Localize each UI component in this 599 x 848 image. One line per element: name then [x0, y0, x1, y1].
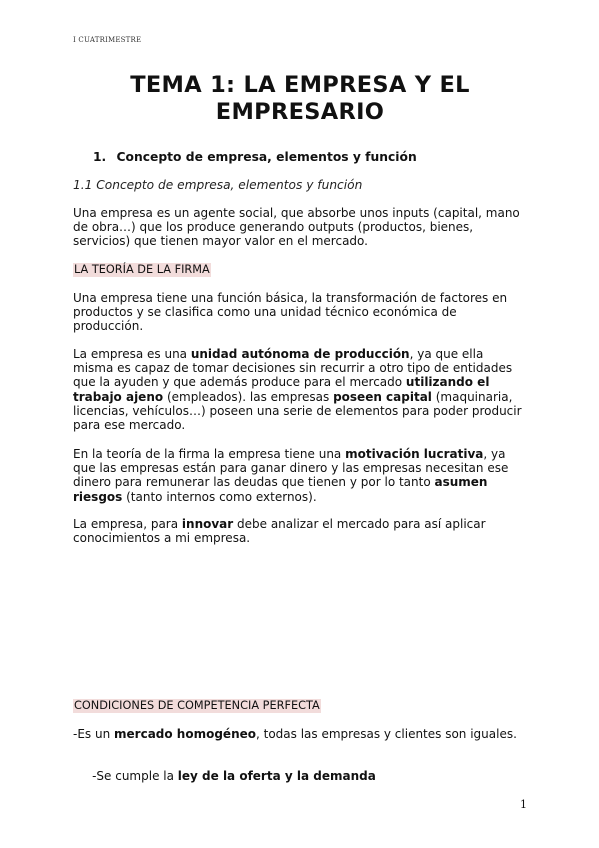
- bold-text: riesgos: [73, 489, 123, 504]
- unidad-paragraph: [73, 347, 533, 432]
- subsection-heading: 1.1 Concepto de empresa, elementos y función: [73, 178, 363, 192]
- motivacion-line: [73, 447, 533, 461]
- bold-text: mercado homogéneo: [114, 727, 256, 741]
- unidad-line: [73, 347, 533, 361]
- bold-text: utilizando el: [405, 375, 490, 390]
- unidad-line: licencias, vehículos…) poseen una serie de elementos para poder producir: [73, 403, 522, 418]
- highlighted-heading-teoria-firma: LA TEORÍA DE LA FIRMA: [74, 263, 210, 276]
- bold-text: ley de la oferta y la demanda: [177, 769, 376, 784]
- unidad-line: para ese mercado.: [73, 418, 186, 433]
- text: (empleados). las empresas: [163, 389, 334, 404]
- firma-line: Una empresa tiene una función básica, la transformación de factores en: [73, 291, 508, 305]
- intro-line: Una empresa es un agente social, que absorbe unos inputs (capital, mano: [73, 206, 520, 220]
- text: (tanto internos como externos).: [122, 489, 317, 504]
- bold-text: unidad autónoma de producción: [190, 347, 410, 361]
- text: -Es un: [73, 727, 115, 741]
- text: , todas las empresas y clientes son iguales.: [256, 727, 517, 741]
- intro-line: de obra…) que los produce generando outputs (productos, bienes,: [73, 220, 474, 235]
- intro-line: servicios) que tienen mayor valor en el mercado.: [73, 234, 368, 249]
- firma-paragraph: [73, 291, 533, 334]
- intro-paragraph: [73, 206, 533, 249]
- text: -Se cumple la: [88, 769, 178, 784]
- page-header: I CUATRIMESTRE: [73, 36, 142, 44]
- highlighted-heading-competencia-perfecta: CONDICIONES DE COMPETENCIA PERFECTA: [74, 699, 320, 712]
- condition-line-1: [73, 727, 543, 741]
- bold-text: asumen: [434, 475, 488, 490]
- bold-text: trabajo ajeno: [73, 389, 164, 404]
- text: , ya: [483, 447, 506, 461]
- unidad-line: [73, 390, 533, 404]
- motivacion-line: [73, 490, 533, 504]
- motivacion-line: [73, 475, 533, 489]
- text: que la ayuden y que además produce para el mercado: [73, 375, 406, 390]
- text: La empresa es una: [73, 347, 191, 361]
- motivacion-line: que las empresas están para ganar dinero y las empresas necesitan ese: [73, 461, 509, 476]
- condition-line-2: [73, 755, 533, 798]
- firma-line: producción.: [73, 319, 144, 334]
- motivacion-paragraph: [73, 447, 533, 504]
- section-number: 1.: [93, 150, 107, 164]
- section-heading-text: Concepto de empresa, elementos y función: [116, 150, 417, 164]
- text: , ya que ella: [409, 347, 484, 361]
- unidad-line: misma es capaz de tomar decisiones sin recurrir a otro tipo de entidades: [73, 361, 513, 376]
- innovar-line: [73, 517, 533, 531]
- title-line-2: EMPRESARIO: [215, 99, 385, 125]
- page-title: [60, 72, 540, 126]
- unidad-line: [73, 375, 533, 389]
- text: debe analizar el mercado para así aplicar: [233, 517, 486, 531]
- innovar-paragraph: [73, 517, 533, 545]
- firma-line: productos y se clasifica como una unidad técnico económica de: [73, 305, 457, 320]
- bold-text: innovar: [181, 517, 234, 531]
- section-heading: [93, 150, 417, 164]
- text: La empresa, para: [73, 517, 182, 531]
- title-line-1: TEMA 1: LA EMPRESA Y EL: [130, 72, 470, 98]
- page-number: 1: [520, 798, 527, 811]
- text: dinero para remunerar las deudas que tienen y por lo tanto: [73, 475, 435, 490]
- bold-text: motivación lucrativa: [345, 447, 484, 461]
- bold-text: poseen capital: [333, 389, 432, 404]
- innovar-line: conocimientos a mi empresa.: [73, 531, 251, 546]
- text: En la teoría de la firma la empresa tiene una: [73, 447, 346, 461]
- text: (maquinaria,: [431, 389, 513, 404]
